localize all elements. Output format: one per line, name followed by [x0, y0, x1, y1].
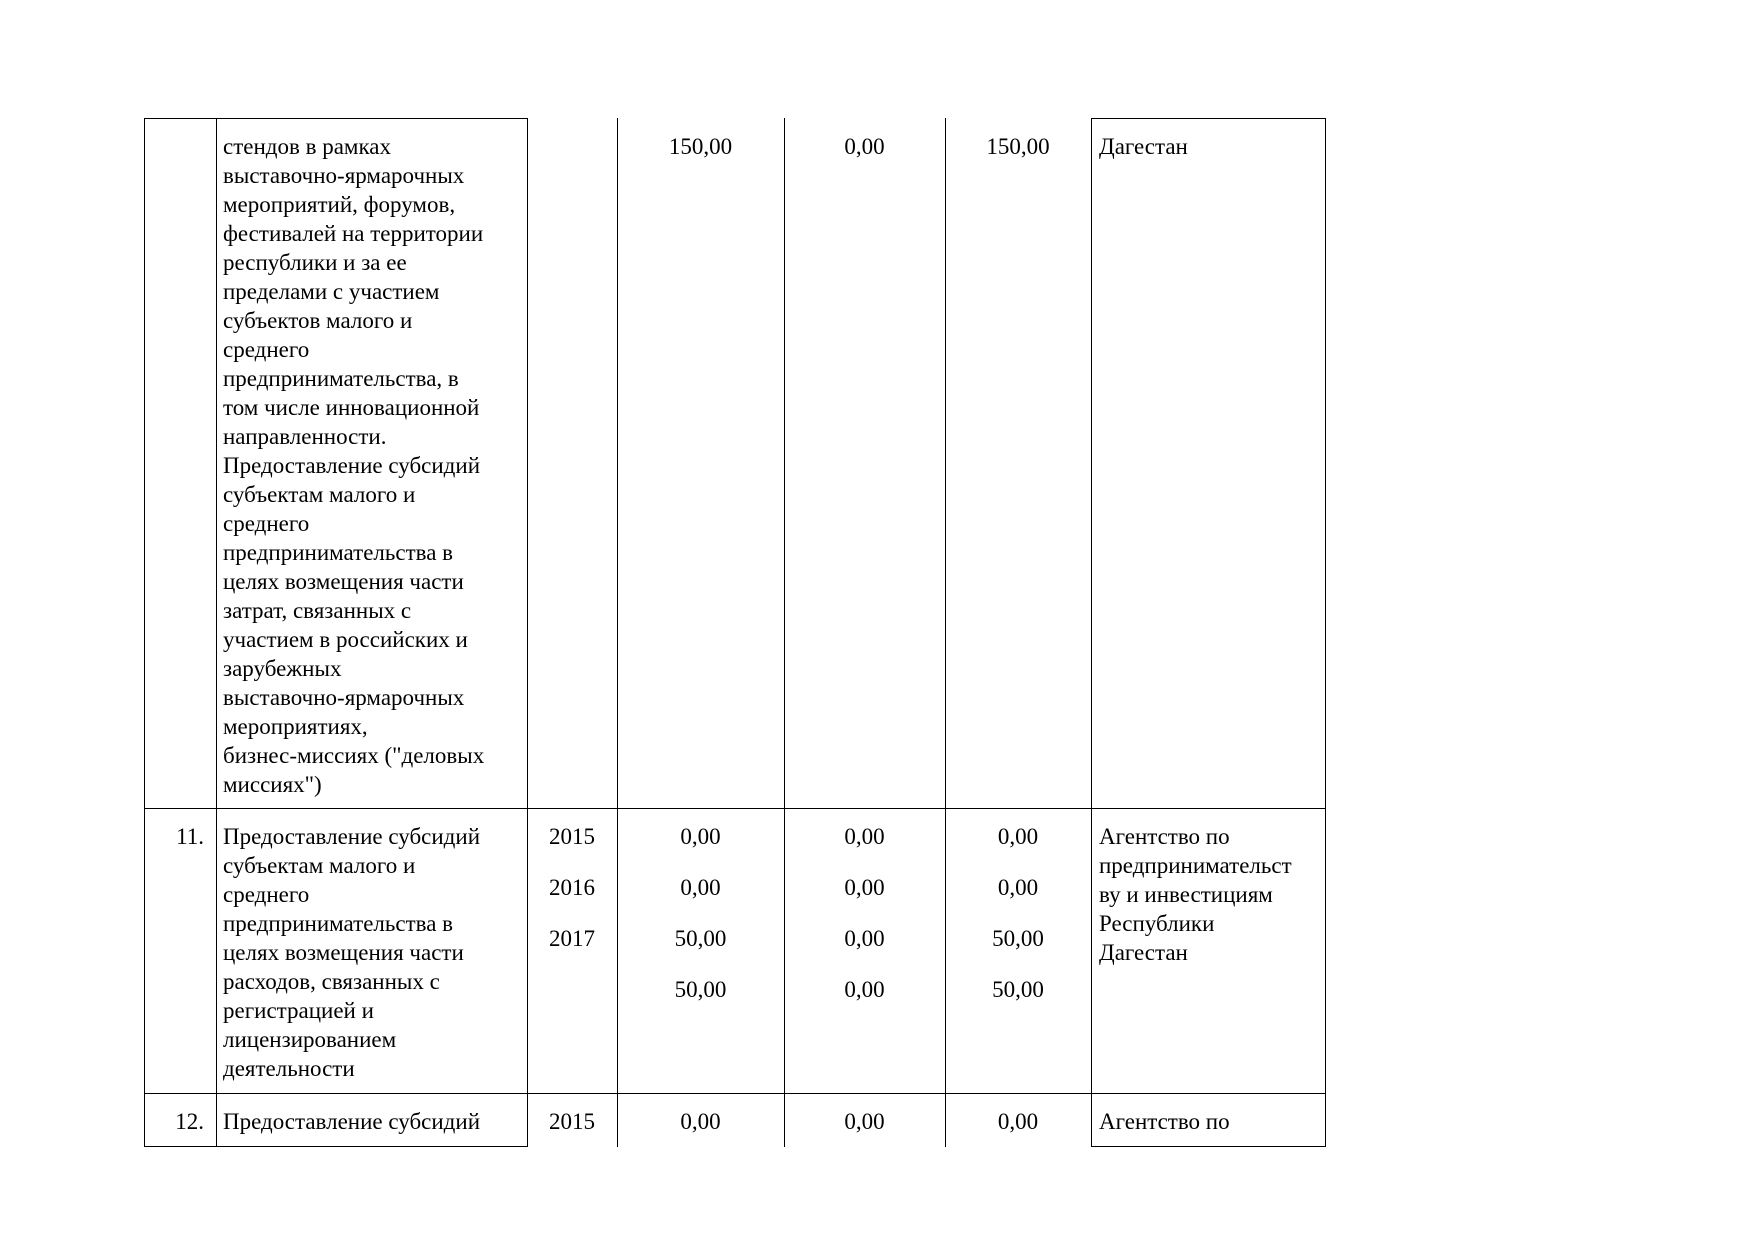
col-border-2	[527, 118, 528, 1147]
total-value: 50,00	[674, 977, 727, 1002]
total-value: 0,00	[680, 1109, 721, 1134]
row-republic-values	[945, 822, 1091, 1026]
total-value: 150,00	[668, 134, 733, 159]
row-years	[527, 1107, 617, 1158]
total-value: 50,00	[674, 926, 727, 951]
republic-value: 0,00	[997, 1109, 1039, 1134]
row-description: стендов в рамках выставочно-ярмарочных мероприятий, форумов, фестивалей на территории республики и за ее пределами с участием субъектов малого и среднего предпринимательства, в том числе инновационной направленности. Предоставление субсидий субъектам малого и среднего предпринимательства в целях возмещения части затрат, связанных с участием в российских и зарубежных выставочно-ярмарочных мероприятиях, бизнес-миссиях ("деловых миссиях")	[223, 134, 485, 797]
republic-value: 0,00	[997, 824, 1039, 849]
row-total-values	[617, 1107, 784, 1158]
row-executor: Дагестан	[1099, 134, 1188, 159]
row-description: Предоставление субсидий	[223, 1109, 480, 1134]
year-value: 2016	[549, 875, 595, 900]
federal-value: 0,00	[844, 1109, 885, 1134]
republic-value: 0,00	[997, 875, 1039, 900]
row-number: 11.	[176, 824, 204, 849]
row-executor: Агентство по	[1099, 1109, 1230, 1134]
federal-value: 0,00	[844, 926, 885, 951]
total-value: 0,00	[680, 824, 721, 849]
table-top-border-left	[144, 118, 527, 119]
federal-value: 0,00	[844, 824, 885, 849]
federal-value: 0,00	[844, 875, 885, 900]
row-republic-values	[945, 1107, 1091, 1158]
federal-value: 0,00	[844, 134, 885, 159]
col-border-0	[144, 118, 145, 1147]
row-executor: Агентство по предпринимательст ву и инвестициям Республики Дагестан	[1099, 824, 1292, 965]
federal-value: 0,00	[844, 977, 885, 1002]
total-value: 0,00	[680, 875, 721, 900]
row-divider-2	[144, 1093, 1325, 1094]
year-value: 2017	[549, 926, 595, 951]
row-federal-values	[784, 1107, 945, 1158]
col-border-1	[216, 118, 217, 1147]
col-border-6	[1091, 118, 1092, 1147]
year-value: 2015	[549, 824, 595, 849]
republic-value: 50,00	[992, 926, 1044, 951]
table-top-border-right	[1091, 118, 1325, 119]
row-republic-values	[945, 132, 1091, 183]
year-value: 2015	[549, 1109, 595, 1134]
row-federal-values	[784, 822, 945, 1026]
col-border-7	[1325, 118, 1326, 1147]
row-total-values	[617, 822, 784, 1026]
table-bottom-border-right	[1091, 1146, 1325, 1147]
republic-value: 50,00	[992, 977, 1044, 1002]
row-number: 12.	[175, 1109, 204, 1134]
row-divider-1	[144, 808, 1325, 809]
row-federal-values	[784, 132, 945, 183]
row-years	[527, 822, 617, 975]
row-total-values	[617, 132, 784, 183]
row-description: Предоставление субсидий субъектам малого и среднего предпринимательства в целях возмещения части расходов, связанных с регистрацией и лицензированием деятельности	[223, 824, 480, 1081]
table-bottom-border-left	[144, 1146, 527, 1147]
republic-value: 150,00	[986, 134, 1050, 159]
